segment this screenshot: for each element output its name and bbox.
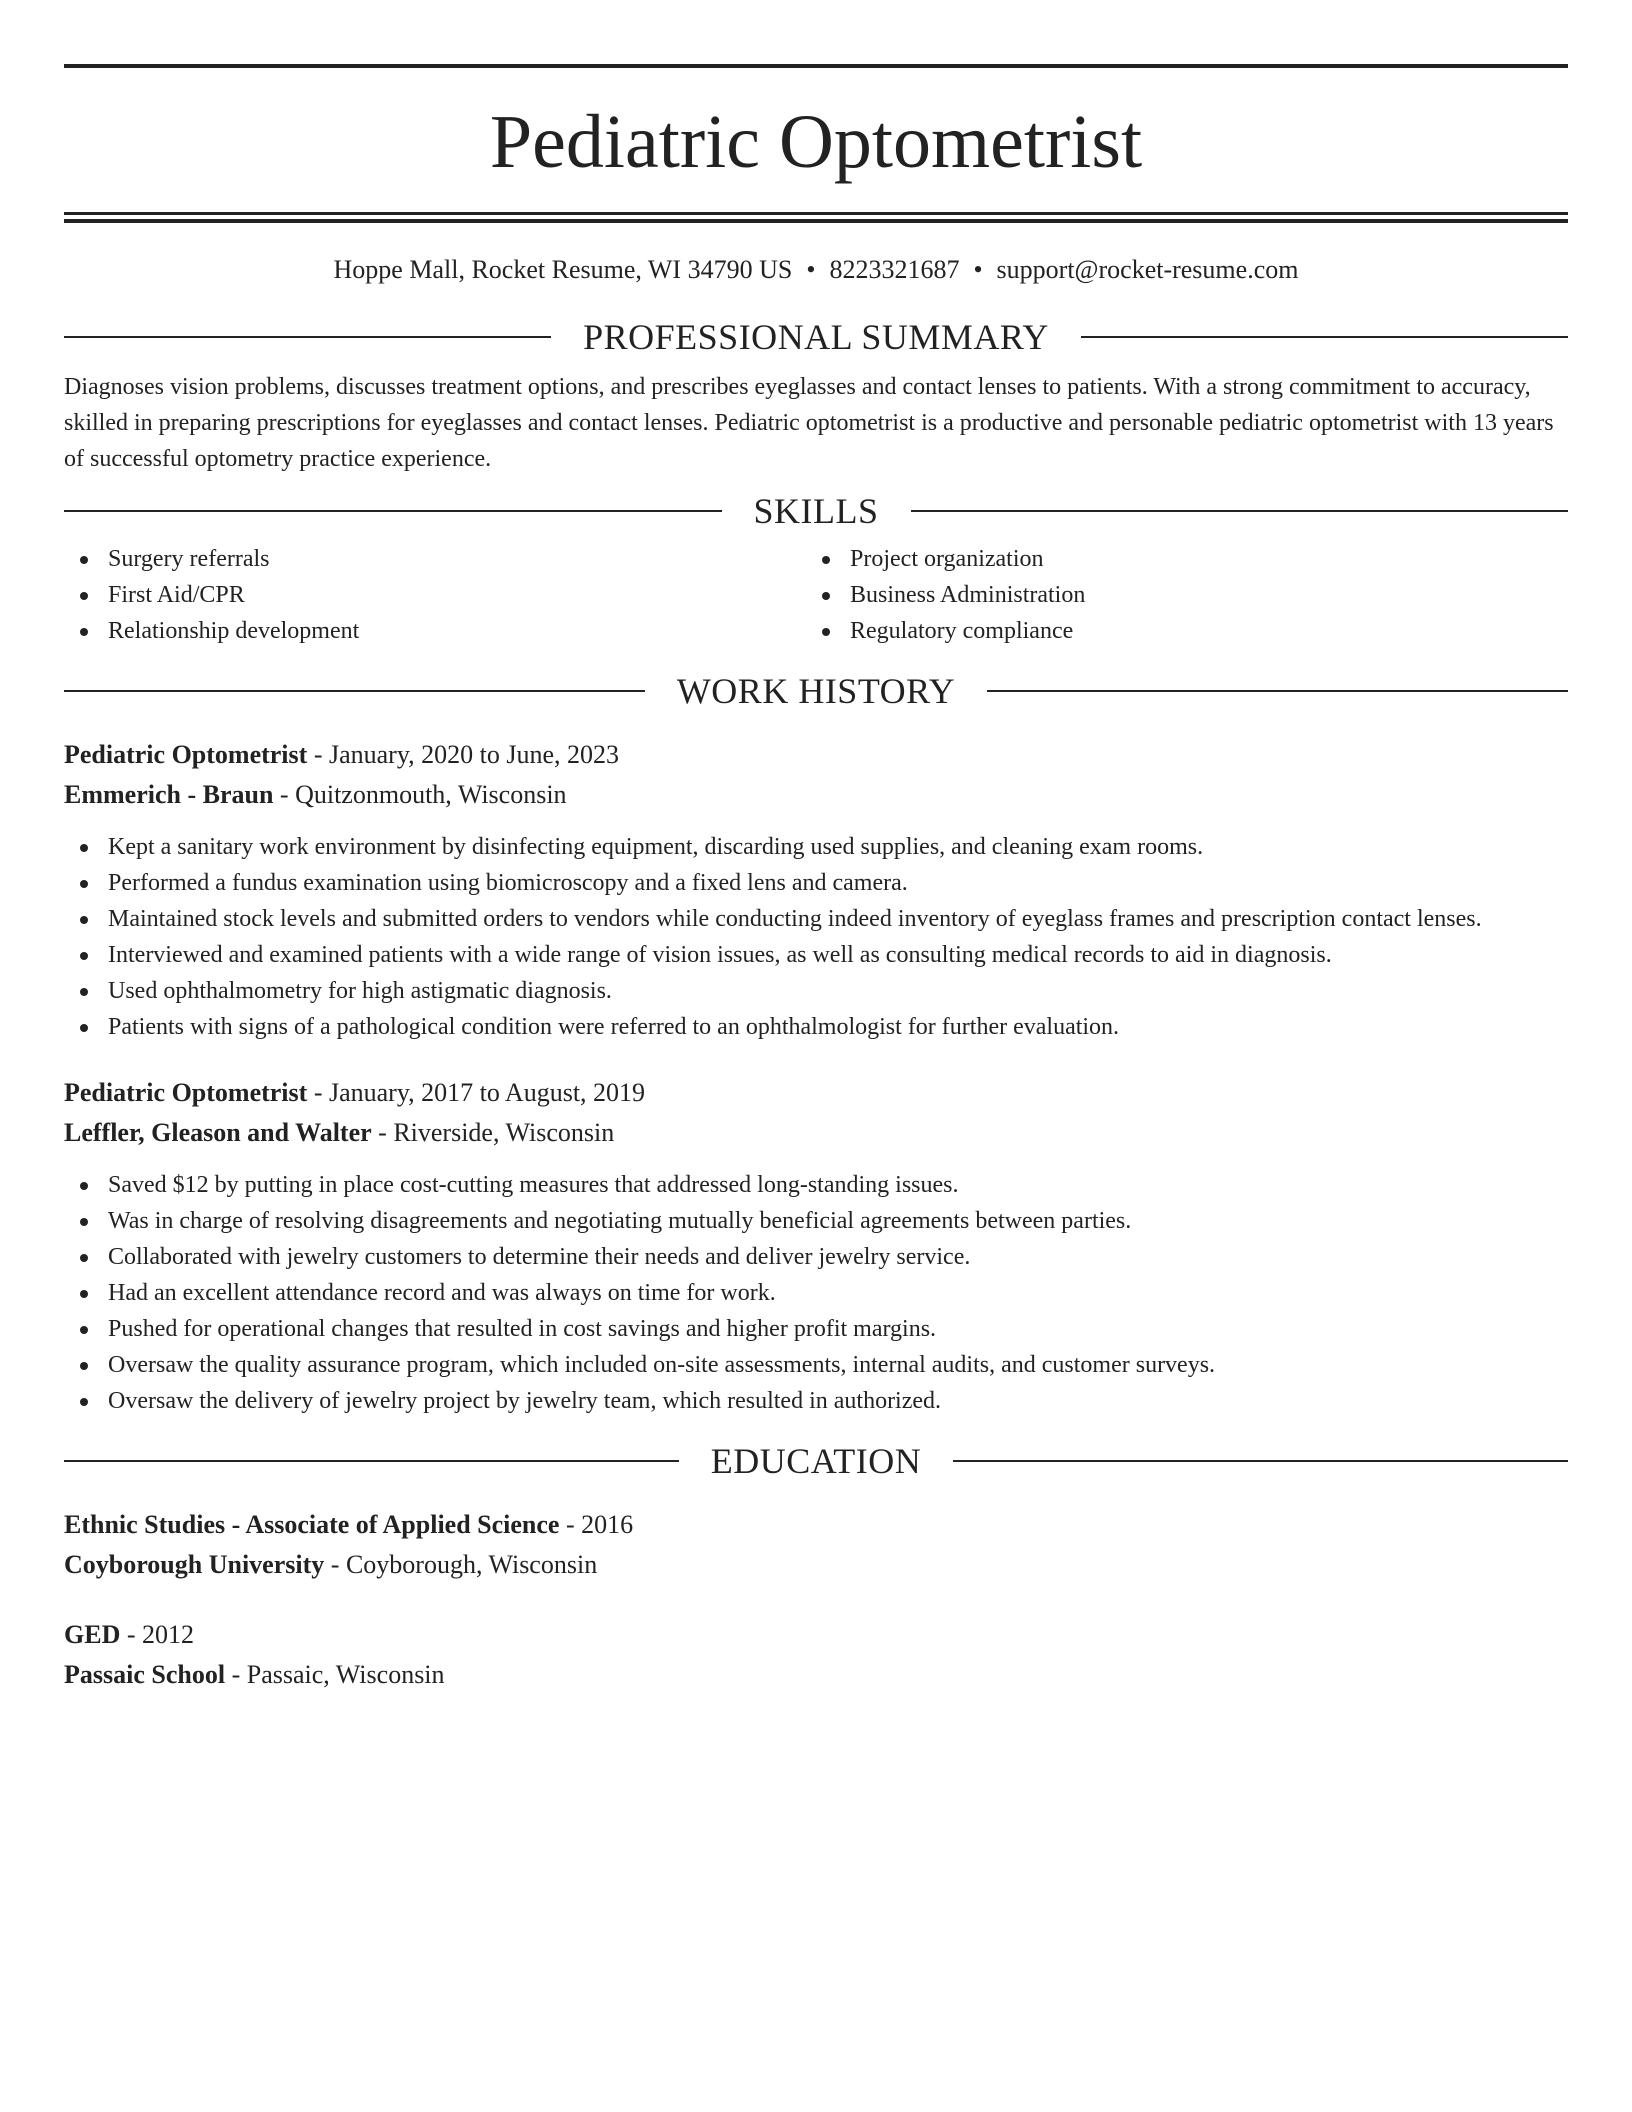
section-rule xyxy=(987,690,1568,692)
education-degree: Ethnic Studies - Associate of Applied Science xyxy=(64,1510,560,1539)
section-title-work: WORK HISTORY xyxy=(676,671,956,711)
skill-item: Project organization xyxy=(806,541,1548,577)
job-bullet: Interviewed and examined patients with a wide range of vision issues, as well as consulting medical records to aid in diagnosis. xyxy=(64,937,1568,973)
education-degree-line xyxy=(64,1615,1568,1655)
job-bullet: Used ophthalmometry for high astigmatic diagnosis. xyxy=(64,973,1568,1009)
education-location: - Passaic, Wisconsin xyxy=(225,1660,445,1689)
education-degree-line xyxy=(64,1505,1568,1545)
job-bullet: Maintained stock levels and submitted orders to vendors while conducting indeed inventory of eyeglass frames and prescription contact lenses. xyxy=(64,901,1568,937)
skill-item: Regulatory compliance xyxy=(806,613,1548,649)
contact-line xyxy=(64,253,1568,287)
top-rule xyxy=(64,64,1568,68)
job-company-line xyxy=(64,1113,1568,1153)
job-bullet: Oversaw the delivery of jewelry project by jewelry team, which resulted in authorized. xyxy=(64,1383,1568,1419)
contact-separator: • xyxy=(973,255,983,284)
section-title-education: EDUCATION xyxy=(710,1441,922,1481)
job-title-line xyxy=(64,735,1568,775)
summary-text: Diagnoses vision problems, discusses treatment options, and prescribes eyeglasses and contact lenses to patients. With a strong commitment to accuracy, skilled in preparing prescriptions for eyeglasses and contact lenses. Pediatric optometrist is a productive and personable pediatric optometrist with 13 years of successful optometry practice experience. xyxy=(64,374,1554,472)
resume-name: Pediatric Optometrist xyxy=(489,100,1143,184)
education-entry xyxy=(64,1615,1568,1695)
skill-item: Surgery referrals xyxy=(64,541,806,577)
job-title-line xyxy=(64,1073,1568,1113)
job-title: Pediatric Optometrist xyxy=(64,1078,308,1107)
skill-item: First Aid/CPR xyxy=(64,577,806,613)
job-company-line xyxy=(64,775,1568,815)
education-school-line xyxy=(64,1655,1568,1695)
section-title-summary: PROFESSIONAL SUMMARY xyxy=(583,317,1049,357)
education-year: - 2016 xyxy=(559,1510,634,1539)
section-rule xyxy=(64,690,645,692)
education-location: - Coyborough, Wisconsin xyxy=(324,1550,598,1579)
job-location: - Riverside, Wisconsin xyxy=(371,1118,615,1147)
skills-list xyxy=(64,541,1568,649)
job-dates: - January, 2017 to August, 2019 xyxy=(307,1078,646,1107)
job-title: Pediatric Optometrist xyxy=(64,740,308,769)
education-school-line xyxy=(64,1545,1568,1585)
education-entry xyxy=(64,1505,1568,1585)
section-rule xyxy=(911,510,1569,512)
job-bullet: Was in charge of resolving disagreements and negotiating mutually beneficial agreements between parties. xyxy=(64,1203,1568,1239)
section-rule xyxy=(1081,336,1568,338)
contact-phone: 8223321687 xyxy=(829,255,960,284)
job-company: Emmerich - Braun xyxy=(64,780,274,809)
contact-address: Hoppe Mall, Rocket Resume, WI 34790 US xyxy=(333,255,793,284)
section-title-skills: SKILLS xyxy=(753,491,879,531)
job-bullets xyxy=(64,1167,1568,1419)
contact-email: support@rocket-resume.com xyxy=(996,255,1299,284)
education-year: - 2012 xyxy=(120,1620,195,1649)
job-bullet: Collaborated with jewelry customers to determine their needs and deliver jewelry service. xyxy=(64,1239,1568,1275)
job-company: Leffler, Gleason and Walter xyxy=(64,1118,372,1147)
job-bullet: Oversaw the quality assurance program, which included on-site assessments, internal audits, and customer surveys. xyxy=(64,1347,1568,1383)
skill-item: Relationship development xyxy=(64,613,806,649)
section-header-summary xyxy=(64,315,1568,359)
job-bullets xyxy=(64,829,1568,1045)
job-bullet: Performed a fundus examination using biomicroscopy and a fixed lens and camera. xyxy=(64,865,1568,901)
section-rule xyxy=(64,510,722,512)
job-bullet: Patients with signs of a pathological condition were referred to an ophthalmologist for further evaluation. xyxy=(64,1009,1568,1045)
skills-column-right xyxy=(806,541,1548,649)
education-school: Passaic School xyxy=(64,1660,226,1689)
section-rule xyxy=(953,1460,1568,1462)
job-bullet: Had an excellent attendance record and was always on time for work. xyxy=(64,1275,1568,1311)
section-rule xyxy=(64,1460,679,1462)
skill-item: Business Administration xyxy=(806,577,1548,613)
education-school: Coyborough University xyxy=(64,1550,325,1579)
section-rule xyxy=(64,336,551,338)
job-entry xyxy=(64,735,1568,1045)
section-header-work xyxy=(64,669,1568,713)
section-header-education xyxy=(64,1439,1568,1483)
job-bullet: Saved $12 by putting in place cost-cutting measures that addressed long-standing issues. xyxy=(64,1167,1568,1203)
job-bullet: Pushed for operational changes that resulted in cost savings and higher profit margins. xyxy=(64,1311,1568,1347)
job-dates: - January, 2020 to June, 2023 xyxy=(307,740,620,769)
education-degree: GED xyxy=(64,1620,121,1649)
header-double-rule xyxy=(64,212,1568,223)
job-location: - Quitzonmouth, Wisconsin xyxy=(273,780,567,809)
job-bullet: Kept a sanitary work environment by disinfecting equipment, discarding used supplies, and cleaning exam rooms. xyxy=(64,829,1568,865)
skills-column-left xyxy=(64,541,806,649)
section-header-skills xyxy=(64,489,1568,533)
contact-separator: • xyxy=(806,255,816,284)
job-entry xyxy=(64,1073,1568,1419)
